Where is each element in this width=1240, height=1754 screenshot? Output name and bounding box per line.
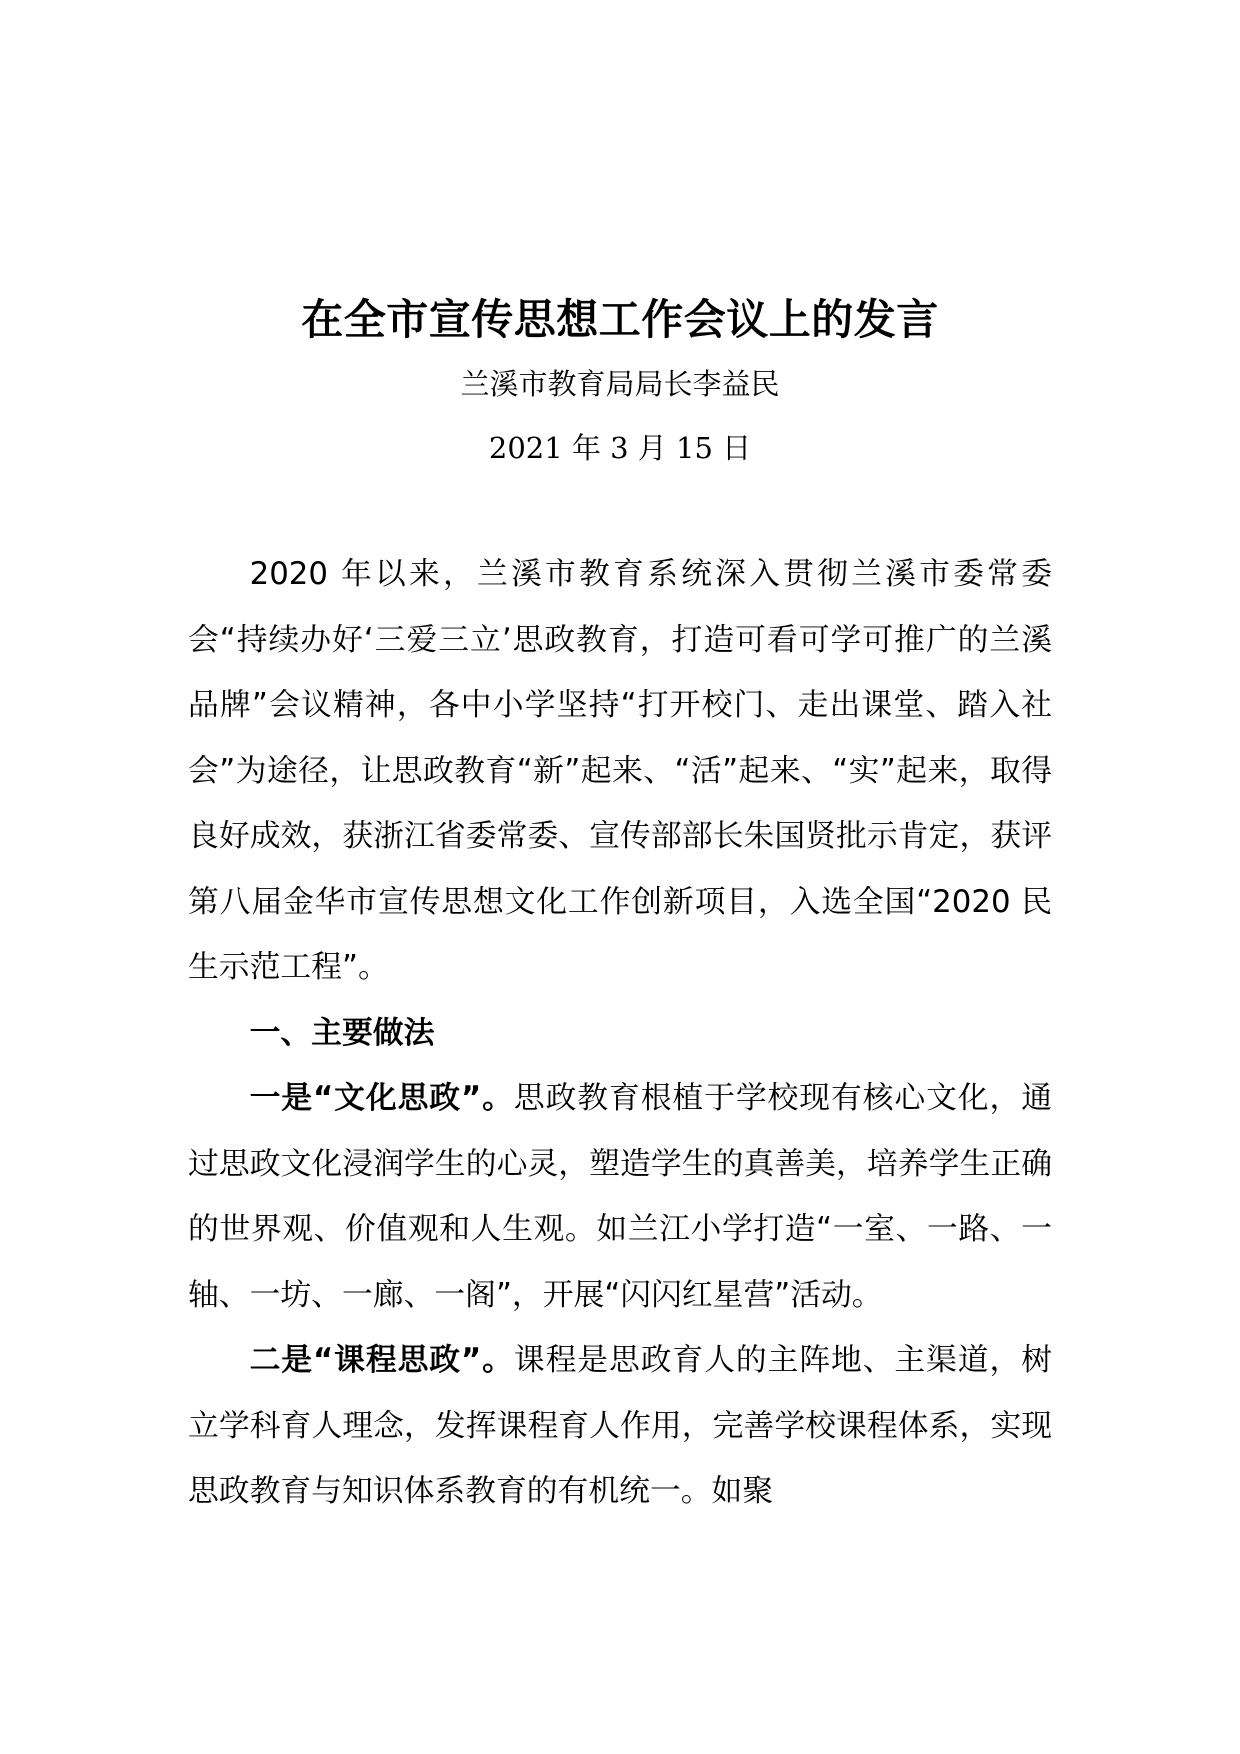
item-lead: 一是“文化思政”。 (249, 1080, 514, 1116)
document-page (188, 292, 1052, 1525)
item-text: 课程是思政育人的主阵地、主渠道，树立学科育人理念，发挥课程育人作用，完善学校课程体系，实现思政教育与知识体系教育的有机统一。如聚 (188, 1342, 1052, 1509)
document-author: 兰溪市教育局局长李益民 (460, 367, 780, 401)
document-title: 在全市宣传思想工作会议上的发言 (301, 295, 939, 344)
document-date: 2021 年 3 月 15 日 (488, 431, 752, 465)
intro-paragraph: 2020 年以来，兰溪市教育系统深入贯彻兰溪市委常委会“持续办好‘三爱三立’思政教育，打造可看可学可推广的兰溪品牌”会议精神，各中小学坚持“打开校门、走出课堂、踏入社会”为途径，让思政教育“新”起来、“活”起来、“实”起来，取得良好成效，获浙江省委常委、宣传部部长朱国贤批示肯定，获评第八届金华市宣传思想文化工作创新项目，入选全国“2020 民生示范工程”。 (188, 556, 1052, 985)
item-paragraph-curriculum (188, 1328, 1052, 1525)
item-lead: 二是“课程思政”。 (249, 1342, 514, 1378)
item-text: 思政教育根植于学校现有核心文化，通过思政文化浸润学生的心灵，塑造学生的真善美，培养学生正确的世界观、价值观和人生观。如兰江小学打造“一室、一路、一轴、一坊、一廊、一阁”，开展“闪闪红星营”活动。 (188, 1080, 1052, 1313)
section-heading: 一、主要做法 (249, 1014, 435, 1051)
document-body (188, 542, 1052, 1525)
item-paragraph-culture (188, 1066, 1052, 1328)
